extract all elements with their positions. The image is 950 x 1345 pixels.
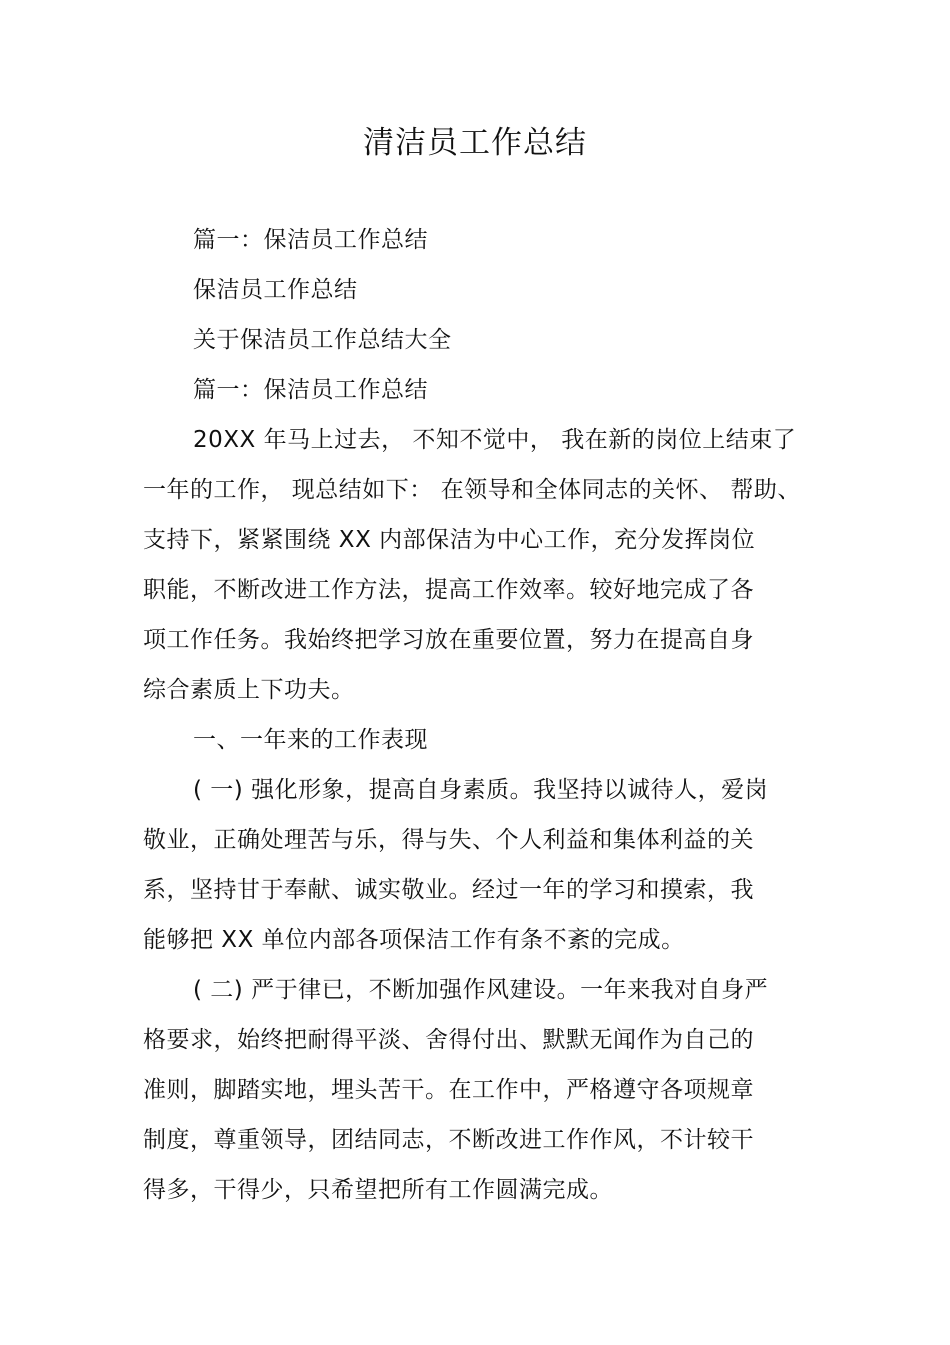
paragraph-line: 制度，尊重领导，团结同志，不断改进工作作风，不计较干 [143, 1127, 754, 1153]
paragraph-line: 综合素质上下功夫。 [143, 677, 355, 703]
paragraph-line: 系，坚持甘于奉献、诚实敬业。经过一年的学习和摸索，我 [143, 877, 754, 903]
document-title: 清洁员工作总结 [363, 125, 587, 161]
paragraph-line: 得多，干得少，只希望把所有工作圆满完成。 [143, 1177, 613, 1203]
paragraph-line: 项工作任务。我始终把学习放在重要位置，努力在提高自身 [143, 627, 754, 653]
paragraph-line: 职能，不断改进工作方法，提高工作效率。较好地完成了各 [143, 577, 754, 603]
heading-line: 篇一：保洁员工作总结 [193, 227, 428, 253]
heading-line: 篇一：保洁员工作总结 [193, 377, 428, 403]
heading-line: 关于保洁员工作总结大全 [193, 327, 452, 353]
paragraph-line: 一年的工作， 现总结如下： 在领导和全体同志的关怀、 帮助、 [143, 477, 801, 503]
section-heading: 一、一年来的工作表现 [193, 727, 428, 753]
paragraph-line: 支持下，紧紧围绕 XX 内部保洁为中心工作，充分发挥岗位 [143, 527, 756, 553]
paragraph-line: ( 一) 强化形象，提高自身素质。我坚持以诚待人，爱岗 [193, 777, 769, 803]
heading-line: 保洁员工作总结 [193, 277, 358, 303]
paragraph-line: 能够把 XX 单位内部各项保洁工作有条不紊的完成。 [143, 927, 685, 953]
paragraph-line: 格要求，始终把耐得平淡、舍得付出、默默无闻作为自己的 [143, 1027, 754, 1053]
paragraph-line: 20XX 年马上过去， 不知不觉中， 我在新的岗位上结束了 [193, 427, 797, 453]
paragraph-line: 准则，脚踏实地，埋头苦干。在工作中，严格遵守各项规章 [143, 1077, 754, 1103]
paragraph-line: ( 二) 严于律已，不断加强作风建设。一年来我对自身严 [193, 977, 769, 1003]
paragraph-line: 敬业，正确处理苦与乐，得与失、个人利益和集体利益的关 [143, 827, 754, 853]
